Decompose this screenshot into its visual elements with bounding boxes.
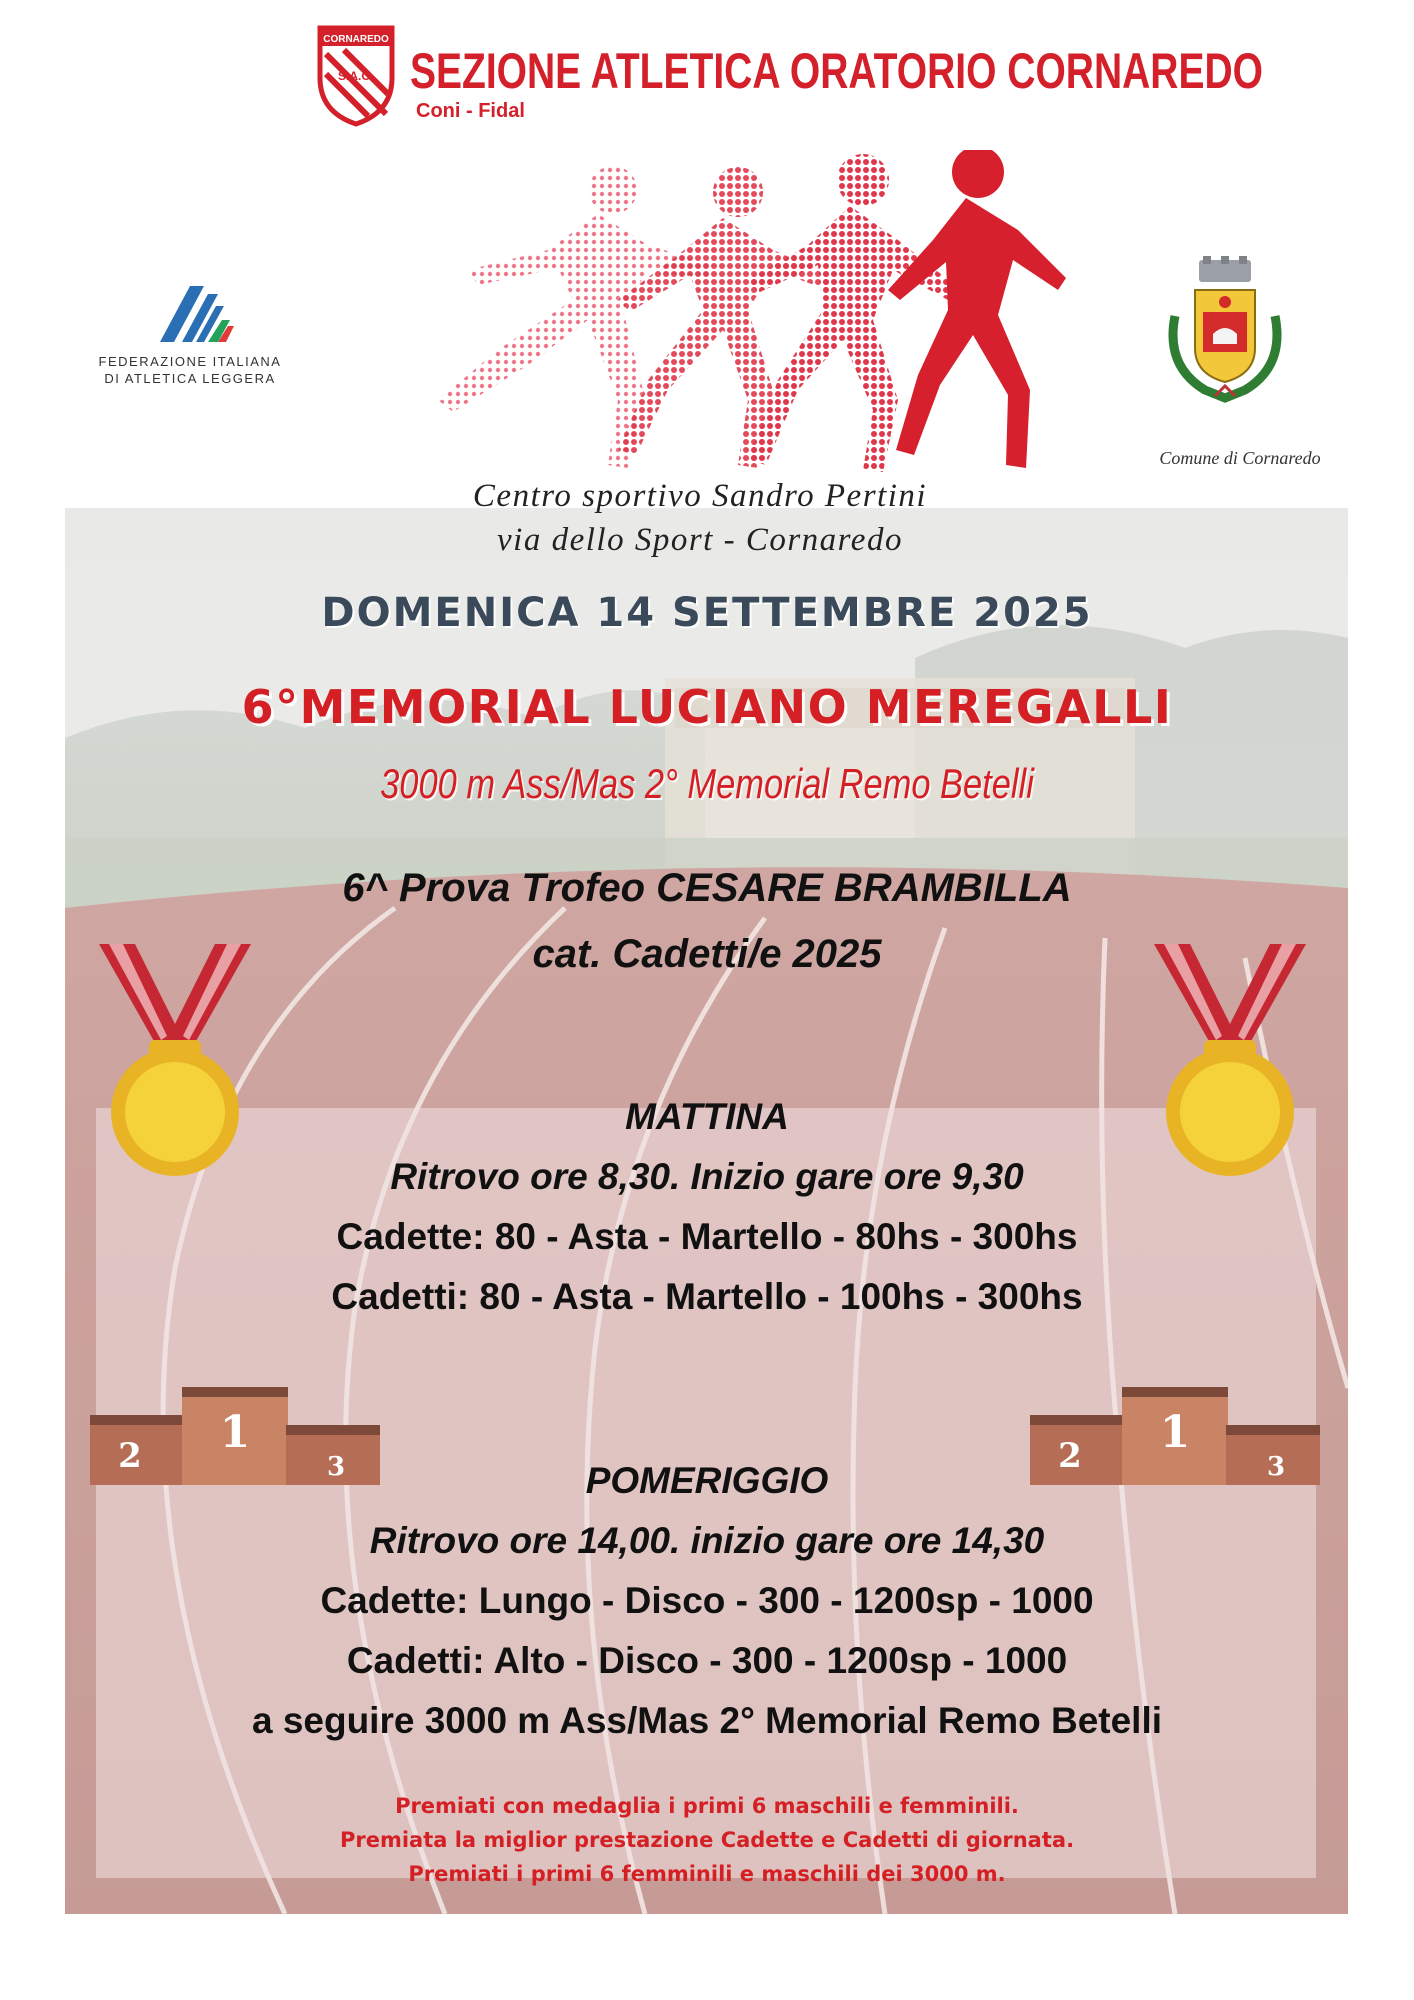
afternoon-seguire: a seguire 3000 m Ass/Mas 2° Memorial Remo Betelli <box>251 1700 1163 1741</box>
gold-medal-icon <box>95 940 255 1180</box>
morning-title: MATTINA <box>625 1096 789 1137</box>
club-logo-top-text: CORNAREDO <box>323 34 389 45</box>
runners-illustration <box>318 150 1068 480</box>
podium-label-3: 3 <box>1266 1452 1286 1482</box>
podium-label-1: 1 <box>219 1407 251 1458</box>
podium-label-1: 1 <box>1159 1407 1191 1458</box>
morning-cadette: Cadette: 80 - Asta - Martello - 80hs - 300hs <box>336 1216 1078 1257</box>
comune-crest <box>1155 256 1295 406</box>
club-subtitle: Coni - Fidal <box>416 100 525 122</box>
prize-line-2: Premiata la miglior prestazione Cadette e Cadetti di giornata. <box>339 1828 1075 1852</box>
fidal-text-line1: FEDERAZIONE ITALIANA <box>98 354 282 369</box>
trofeo-line1: 6^ Prova Trofeo CESARE BRAMBILLA <box>342 866 1072 910</box>
afternoon-ritrovo: Ritrovo ore 14,00. inizio gare ore 14,30 <box>369 1520 1045 1561</box>
club-shield-logo <box>316 20 396 128</box>
venue-line2: via dello Sport - Cornaredo <box>497 522 903 558</box>
venue <box>300 474 1100 562</box>
gold-medal-icon <box>1150 940 1310 1180</box>
morning-cadetti: Cadetti: 80 - Asta - Martello - 100hs - 300hs <box>331 1276 1083 1317</box>
podium-label-2: 2 <box>1058 1436 1082 1476</box>
prize-line-1: Premiati con medaglia i primi 6 maschili e femminili. <box>395 1794 1019 1818</box>
trofeo-line2: cat. Cadetti/e 2025 <box>532 932 882 976</box>
memorial-subtitle: 3000 m Ass/Mas 2° Memorial Remo Betelli <box>380 760 1034 807</box>
prize-line-3: Premiati i primi 6 femminili e maschili dei 3000 m. <box>408 1862 1006 1886</box>
fidal-text <box>70 353 310 387</box>
memorial-title: 6°MEMORIAL LUCIANO MEREGALLI <box>241 680 1173 734</box>
afternoon-cadetti: Cadetti: Alto - Disco - 300 - 1200sp - 1000 <box>346 1640 1068 1681</box>
podium-label-3: 3 <box>326 1452 346 1482</box>
podium-label-2: 2 <box>118 1436 142 1476</box>
afternoon-cadette: Cadette: Lungo - Disco - 300 - 1200sp - 1000 <box>320 1580 1094 1621</box>
afternoon-title: POMERIGGIO <box>585 1460 829 1501</box>
comune-name: Comune di Cornaredo <box>1159 448 1321 468</box>
club-name: SEZIONE ATLETICA ORATORIO CORNAREDO <box>410 43 1263 99</box>
club-logo-letters: S.A.O. <box>337 69 375 83</box>
fidal-text-line2: DI ATLETICA LEGGERA <box>104 371 276 386</box>
venue-line1: Centro sportivo Sandro Pertini <box>472 478 928 514</box>
event-date: DOMENICA 14 SETTEMBRE 2025 <box>321 590 1093 636</box>
morning-ritrovo: Ritrovo ore 8,30. Inizio gare ore 9,30 <box>390 1156 1024 1197</box>
